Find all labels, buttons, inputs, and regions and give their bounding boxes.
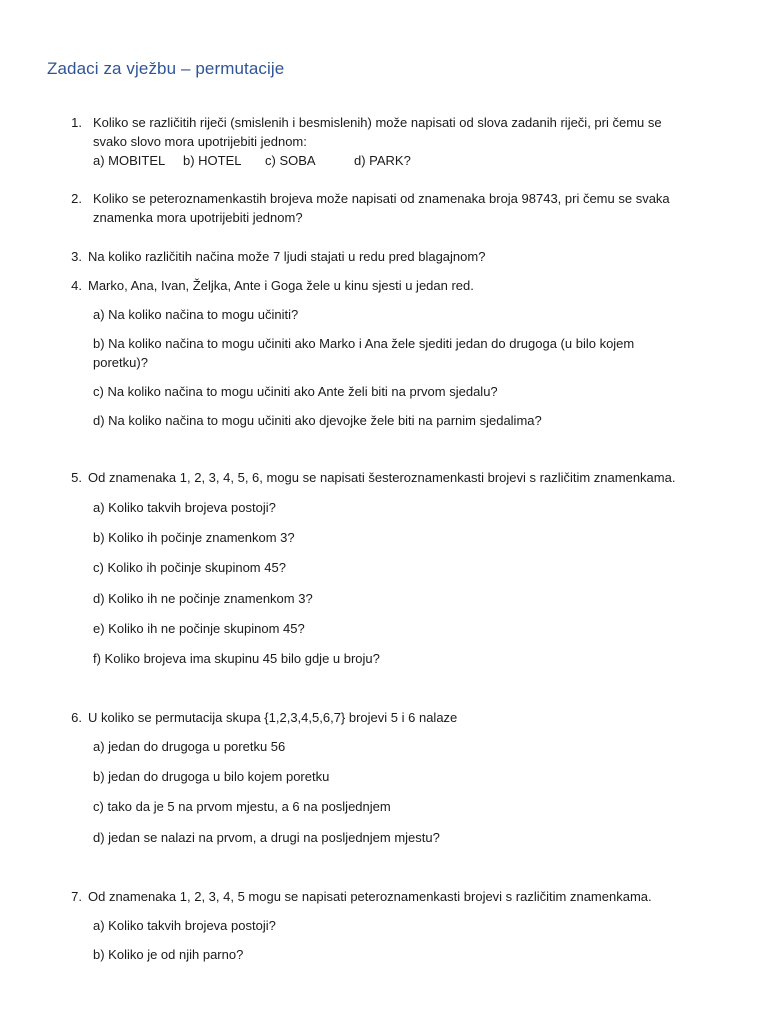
sub-question: c) Koliko ih počinje skupinom 45? xyxy=(93,560,286,575)
question-text: Marko, Ana, Ivan, Željka, Ante i Goga žele u kinu sjesti u jedan red. xyxy=(88,278,474,293)
question-text: Od znamenaka 1, 2, 3, 4, 5, 6, mogu se napisati šesteroznamenkasti brojevi s različitim znamenkama. xyxy=(88,470,676,485)
sub-question: b) Na koliko načina to mogu učiniti ako Marko i Ana žele sjediti jedan do drugoga (u bilo kojem poretku)? xyxy=(93,336,635,370)
question-text: Koliko se različitih riječi (smislenih i besmislenih) može napisati od slova zadanih riječi, pri čemu se svako slovo mora upotrijebiti jednom: xyxy=(93,115,662,149)
page-title: Zadaci za vježbu – permutacije xyxy=(47,59,285,78)
question-number: 4. xyxy=(71,278,82,293)
sub-question: c) Na koliko načina to mogu učiniti ako Ante želi biti na prvom sjedalu? xyxy=(93,384,498,399)
sub-question: a) Koliko takvih brojeva postoji? xyxy=(93,918,276,933)
sub-question: b) Koliko je od njih parno? xyxy=(93,947,244,962)
sub-question: e) Koliko ih ne počinje skupinom 45? xyxy=(93,621,305,636)
option-item: d) PARK? xyxy=(354,153,411,168)
question-text: Od znamenaka 1, 2, 3, 4, 5 mogu se napisati peteroznamenkasti brojevi s različitim znamenkama. xyxy=(88,889,652,904)
sub-question: f) Koliko brojeva ima skupinu 45 bilo gdje u broju? xyxy=(93,651,380,666)
question-number: 2. xyxy=(71,191,82,206)
question-number: 7. xyxy=(71,889,82,904)
sub-question: b) Koliko ih počinje znamenkom 3? xyxy=(93,530,295,545)
question-number: 5. xyxy=(71,470,82,485)
option-item: b) HOTEL xyxy=(183,153,242,168)
question-number: 3. xyxy=(71,249,82,264)
sub-question: c) tako da je 5 na prvom mjestu, a 6 na posljednjem xyxy=(93,799,391,814)
question-text: Na koliko različitih načina može 7 ljudi stajati u redu pred blagajnom? xyxy=(88,249,486,264)
sub-question: a) jedan do drugoga u poretku 56 xyxy=(93,739,286,754)
sub-question: d) jedan se nalazi na prvom, a drugi na posljednjem mjestu? xyxy=(93,830,440,845)
sub-question: a) Koliko takvih brojeva postoji? xyxy=(93,500,276,515)
option-item: c) SOBA xyxy=(265,153,316,168)
question-number: 1. xyxy=(71,115,82,130)
sub-question: d) Koliko ih ne počinje znamenkom 3? xyxy=(93,591,313,606)
sub-question: b) jedan do drugoga u bilo kojem poretku xyxy=(93,769,330,784)
option-item: a) MOBITEL xyxy=(93,153,166,168)
sub-question: d) Na koliko načina to mogu učiniti ako djevojke žele biti na parnim sjedalima? xyxy=(93,413,542,428)
question-text: Koliko se peteroznamenkastih brojeva može napisati od znamenaka broja 98743, pri čemu se svaka znamenka mora upotrijebiti jednom? xyxy=(93,191,670,225)
question-number: 6. xyxy=(71,710,82,725)
sub-question: a) Na koliko načina to mogu učiniti? xyxy=(93,307,299,322)
question-text: U koliko se permutacija skupa {1,2,3,4,5,6,7} brojevi 5 i 6 nalaze xyxy=(88,710,458,725)
